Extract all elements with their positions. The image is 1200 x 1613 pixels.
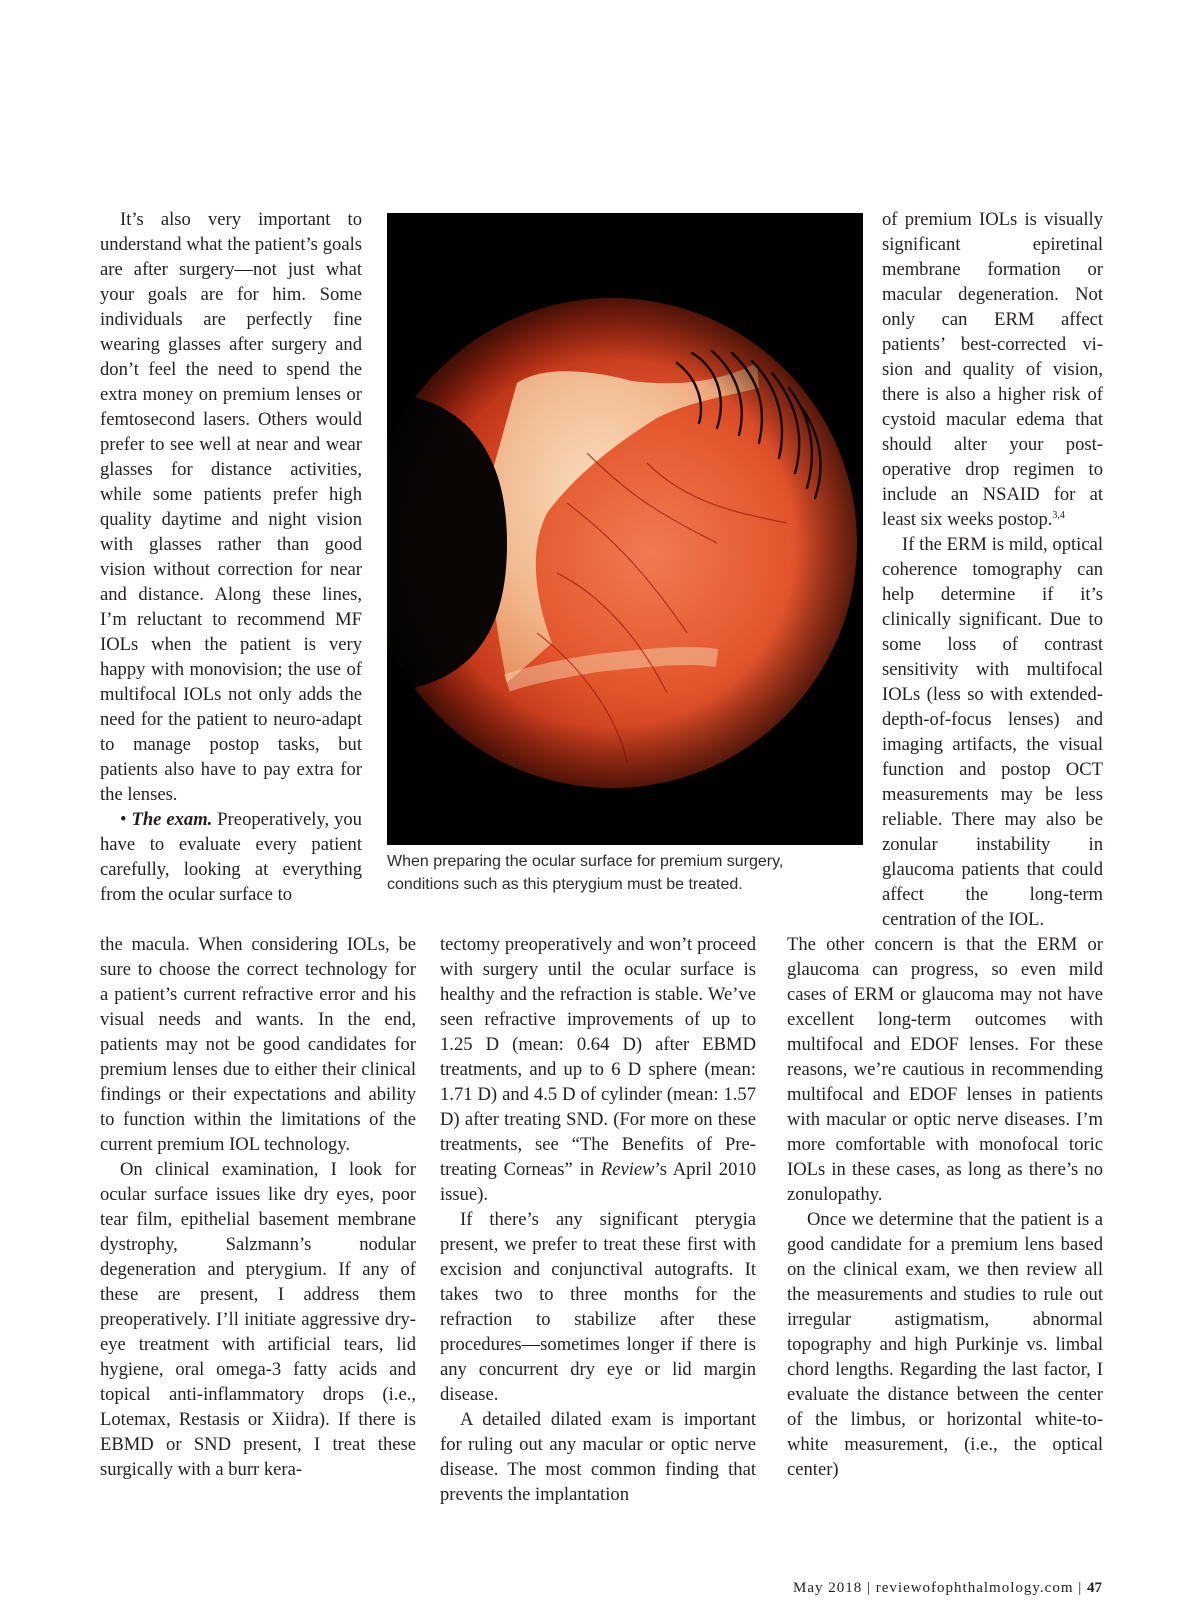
paragraph: Once we determine that the patient is a good candidate for a premium lens based on the clinical exam, we then review all the measurements and studies to rule out irregular astigmatism, abnormal topography and high Purkinje vs. limbal chord lengths. Regarding the last factor, I evaluate the distance between the center of the limbus, or horizontal white-to-white measurement, (i.e., the optical center) (787, 1209, 1103, 1480)
paragraph: If there’s any significant pterygia present, we prefer to treat these first with excision and conjunctival autografts. It takes two to three months for the refraction to stabilize after these procedures—sometimes longer if there is any concurrent dry eye or lid margin disease. (440, 1209, 756, 1405)
paragraph-text: ’s April 2010 issue). (440, 1159, 756, 1205)
column-2 (440, 932, 756, 1507)
paragraph: It’s also very important to understand what the patient’s goals are after surgery—not just what your goals are for him. Some individuals are perfectly fine wearing glasses after surgery and don’t feel the need to spend the extra money on premium lenses or femtosecond lasers. Others would prefer to see well at near and wear glasses for distance activities, while some patients prefer high quality daytime and night vision with glasses rather than good vision without correction for near and distance. Along these lines, I’m reluctant to recommend MF IOLs when the patient is very happy with monovision; the use of multifocal IOLs not only adds the need for the patient to neuro-adapt to manage postop tasks, but patients also have to pay extra for the lenses. (100, 209, 362, 805)
paragraph (100, 807, 362, 907)
paragraph: the macula. When considering IOLs, be sure to choose the correct technology for a patient’s current refractive error and his visual needs and wants. In the end, patients may not be good candidates for premium lenses due to either their clinical findings or their expectations and ability to function within the limitations of the current premium IOL technology. (100, 934, 416, 1155)
citation-superscript: 3,4 (1052, 509, 1065, 521)
paragraph (440, 932, 756, 1207)
paragraph-text: Preoperatively, you have to evaluate every patient carefully, looking at everything from the ocular surface to (100, 809, 362, 905)
footer-text: May 2018 | reviewofophthalmology.com | (793, 1580, 1083, 1596)
figure-caption: When preparing the ocular surface for premium surgery, conditions such as this pterygium must be treated. (387, 853, 784, 893)
page-number: 47 (1087, 1580, 1102, 1596)
paragraph: A detailed dilated exam is important for ruling out any macular or optic nerve disease. The most common finding that prevents the implantation (440, 1409, 756, 1505)
pterygium-photo (387, 213, 863, 845)
column-3-upper (882, 207, 1103, 932)
paragraph-text: of premium IOLs is visually significant epiretinal membrane formation or macular degeneration. Not only can ERM affect patients’ best-corrected vision and quality of vision, there is also a higher risk of cystoid macular edema that should alter your postoperative drop regimen to include an NSAID for at least six weeks postop. (882, 209, 1103, 530)
paragraph: If the ERM is mild, optical coherence tomography can help determine if it’s clinically significant. Due to some loss of contrast sensitivity with multifocal IOLs (less so with extended-depth-of-focus lenses) and imaging artifacts, the visual function and postop OCT measurements may be less reliable. There may also be zonular instability in glaucoma patients that could affect the long-term centration of the IOL. (882, 534, 1103, 930)
paragraph: On clinical examination, I look for ocular surface issues like dry eyes, poor tear film, epithelial basement membrane dystrophy, Salzmann’s nodular degeneration and pterygium. If any of these are present, I address them preoperatively. I’ll initiate aggressive dry-eye treatment with artificial tears, lid hygiene, oral omega-3 fatty acids and topical anti-inflammatory drops (i.e., Lotemax, Restasis or Xiidra). If there is EBMD or SND present, I treat these surgically with a burr kera- (100, 1159, 416, 1480)
paragraph (882, 207, 1103, 532)
section-heading-the-exam: The exam. (131, 809, 213, 830)
publication-name: Review (600, 1159, 655, 1180)
column-1-upper (100, 207, 362, 907)
eye-photo-image (387, 213, 863, 845)
column-3-lower (787, 932, 1103, 1482)
paragraph: The other concern is that the ERM or glaucoma can progress, so even mild cases of ERM or glaucoma may not have excellent long-term outcomes with multifocal and EDOF lenses. For these reasons, we’re cautious in recommending multifocal and EDOF lenses in patients with macular or optic nerve diseases. I’m more comfortable with monofocal toric IOLs in these cases, as long as there’s no zonulopathy. (787, 934, 1103, 1205)
bullet-marker: • (120, 809, 132, 830)
page-footer (740, 1580, 1102, 1597)
column-1-lower (100, 932, 416, 1482)
paragraph-text: tectomy preoperatively and won’t proceed with surgery until the ocular surface is healthy and the refraction is stable. We’ve seen refractive improvements of up to 1.25 D (mean: 0.64 D) after EBMD treatments, and up to 6 D sphere (mean: 1.71 D) and 4.5 D of cylinder (mean: 1.57 D) after treating SND. (For more on these treatments, see “The Benefits of Pre-treating Corneas” in (440, 934, 756, 1180)
